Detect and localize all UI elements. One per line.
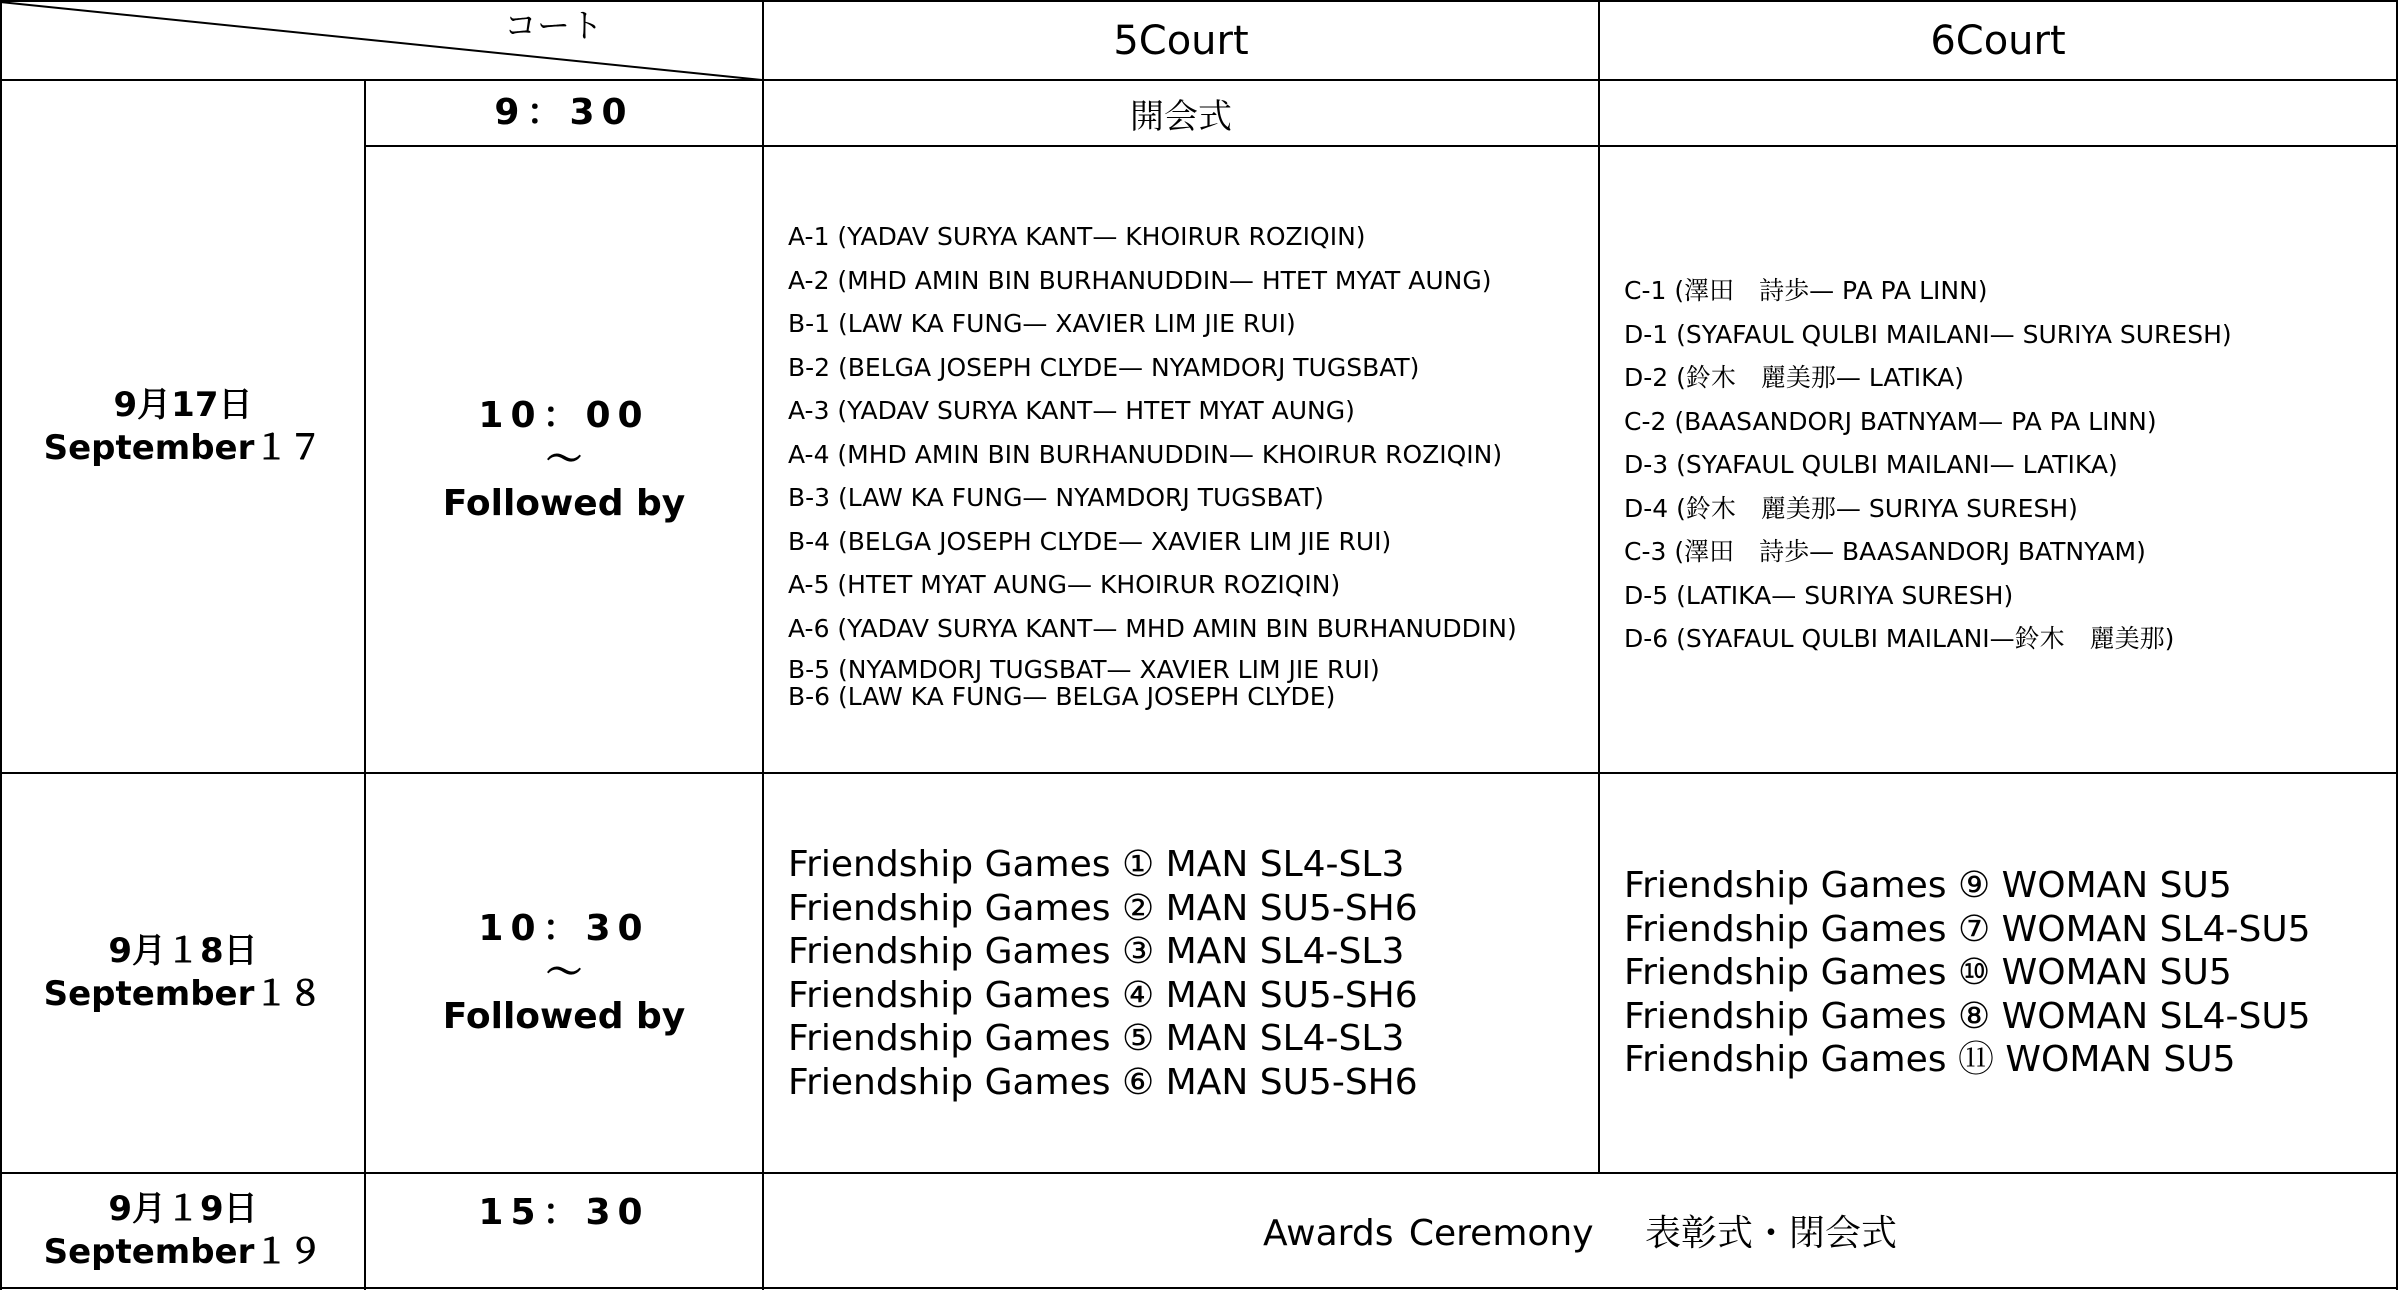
day3-date-en: September１９: [43, 1231, 323, 1272]
day1-date-jp: 9月17日: [113, 384, 253, 425]
game-row: Friendship Games ② MAN SU5-SH6: [788, 887, 1418, 929]
table-border-bottom: [0, 1287, 2398, 1289]
day1-time-cell: [366, 147, 762, 772]
day3-time-cell: [366, 1174, 762, 1252]
match-row: C-1 (澤田 詩歩— PA PA LINN): [1624, 276, 1988, 305]
match-row: A-1 (YADAV SURYA KANT— KHOIRUR ROZIQIN): [788, 222, 1366, 251]
game-row: Friendship Games ⑪ WOMAN SU5: [1624, 1039, 2236, 1080]
day2-court6-games: [1624, 864, 2311, 1082]
match-row: D-1 (SYAFAUL QULBI MAILANI— SURIYA SURESH): [1624, 319, 2232, 349]
match-row: A-3 (YADAV SURYA KANT— HTET MYAT AUNG): [788, 396, 1355, 425]
match-row: B-1 (LAW KA FUNG— XAVIER LIM JIE RUI): [788, 309, 1296, 338]
court5-header: 5Court: [1113, 17, 1249, 64]
game-row: Friendship Games ④ MAN SU5-SH6: [788, 974, 1418, 1016]
game-row: Friendship Games ⑦ WOMAN SL4-SU5: [1624, 908, 2311, 950]
opening-time-cell: [366, 81, 762, 145]
match-row: A-5 (HTET MYAT AUNG— KHOIRUR ROZIQIN): [788, 570, 1341, 599]
day2-followed-by: Followed by: [442, 996, 686, 1037]
day1-date-cell: [2, 81, 364, 772]
court6-header: 6Court: [1930, 17, 2066, 64]
match-row: D-3 (SYAFAUL QULBI MAILANI— LATIKA): [1624, 450, 2118, 479]
game-row: Friendship Games ⑨ WOMAN SU5: [1624, 865, 2232, 906]
game-row: Friendship Games ⑧ WOMAN SL4-SU5: [1624, 995, 2311, 1037]
match-row: D-5 (LATIKA— SURIYA SURESH): [1624, 580, 2014, 610]
day3-date-jp: 9月１9日: [108, 1188, 258, 1229]
game-row: Friendship Games ⑤ MAN SL4-SL3: [788, 1018, 1405, 1059]
day2-date-jp: 9月１8日: [108, 931, 258, 971]
day1-court6-matches: [1624, 269, 2232, 661]
day2-court5-games: [788, 843, 1418, 1104]
court-divider: [1598, 0, 1600, 1173]
day1-followed-by: Followed by: [442, 482, 686, 524]
header-diagonal-line: [0, 0, 764, 82]
match-row: B-5 (NYAMDORJ TUGSBAT— XAVIER LIM JIE RUI): [788, 655, 1380, 684]
match-row: D-4 (鈴木 麗美那— SURIYA SURESH): [1624, 493, 2078, 523]
match-row: B-4 (BELGA JOSEPH CLYDE— XAVIER LIM JIE RUI): [788, 526, 1392, 556]
day2-tilde: 〜: [545, 952, 582, 993]
day2-date-cell: [2, 774, 364, 1172]
awards-ceremony: Awards Ceremony 表彰式・閉会式: [1263, 1213, 1897, 1254]
game-row: Friendship Games ① MAN SL4-SL3: [788, 844, 1405, 885]
match-row: A-6 (YADAV SURYA KANT— MHD AMIN BIN BURHANUDDIN): [788, 613, 1517, 643]
day3-start-time: 15：30: [478, 1192, 650, 1233]
day2-time-cell: [366, 774, 762, 1172]
match-row: B-2 (BELGA JOSEPH CLYDE— NYAMDORJ TUGSBAT): [788, 352, 1420, 382]
day2-date-en: September１８: [43, 974, 323, 1014]
match-row: C-2 (BAASANDORJ BATNYAM— PA PA LINN): [1624, 406, 2157, 436]
day1-start-time: 10：00: [478, 394, 650, 436]
match-row: B-6 (LAW KA FUNG— BELGA JOSEPH CLYDE): [788, 682, 1336, 711]
day1-court5-matches: [788, 215, 1517, 710]
day3-date-cell: [2, 1174, 364, 1287]
opening-ceremony: 開会式: [1130, 96, 1232, 137]
time-court-divider: [762, 0, 764, 1290]
day1-date-en: September１７: [43, 427, 323, 468]
game-row: Friendship Games ⑥ MAN SU5-SH6: [788, 1061, 1418, 1103]
match-row: A-2 (MHD AMIN BIN BURHANUDDIN— HTET MYAT AUNG): [788, 265, 1492, 295]
match-row: D-2 (鈴木 麗美那— LATIKA): [1624, 363, 1964, 392]
court-header-label: コート: [504, 6, 603, 45]
match-row: B-3 (LAW KA FUNG— NYAMDORJ TUGSBAT): [788, 483, 1324, 512]
game-row: Friendship Games ③ MAN SL4-SL3: [788, 931, 1405, 972]
day2-start-time: 10：30: [478, 908, 650, 949]
match-row: C-3 (澤田 詩歩— BAASANDORJ BATNYAM): [1624, 537, 2146, 566]
match-row: A-4 (MHD AMIN BIN BURHANUDDIN— KHOIRUR ROZIQIN): [788, 439, 1503, 469]
game-row: Friendship Games ⑩ WOMAN SU5: [1624, 952, 2232, 993]
opening-time: 9：30: [494, 92, 634, 133]
day1-tilde: 〜: [545, 438, 582, 480]
match-row: D-6 (SYAFAUL QULBI MAILANI—鈴木 麗美那): [1624, 624, 2175, 653]
